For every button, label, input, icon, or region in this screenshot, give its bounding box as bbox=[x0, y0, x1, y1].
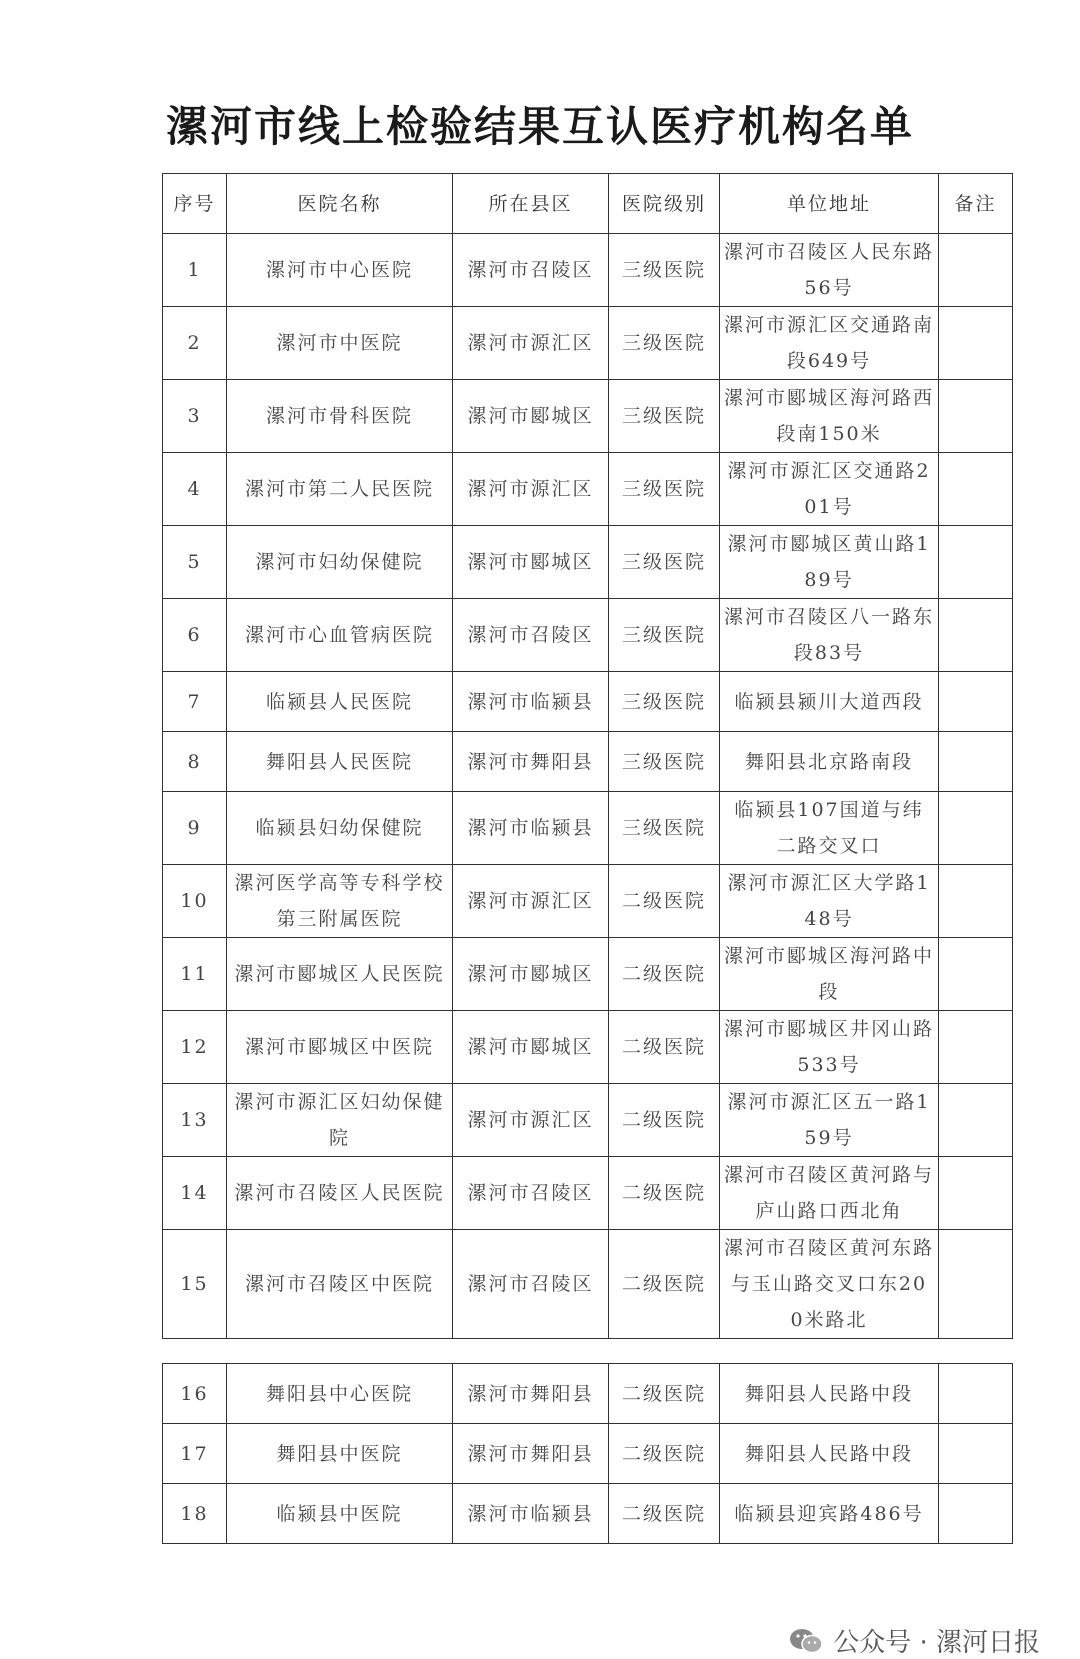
cell-district: 漯河市舞阳县 bbox=[453, 1364, 609, 1424]
cell-address: 漯河市郾城区黄山路189号 bbox=[720, 526, 939, 599]
cell-no: 10 bbox=[163, 865, 227, 938]
cell-note bbox=[939, 1484, 1013, 1544]
footer-text: 公众号 · 漯河日报 bbox=[833, 1628, 1040, 1658]
institution-table bbox=[162, 173, 1013, 1339]
cell-no: 6 bbox=[163, 599, 227, 672]
table-row bbox=[163, 380, 1013, 453]
cell-name: 漯河市中医院 bbox=[227, 307, 453, 380]
cell-level: 三级医院 bbox=[609, 380, 720, 453]
cell-note bbox=[939, 865, 1013, 938]
cell-district: 漯河市召陵区 bbox=[453, 234, 609, 307]
cell-note bbox=[939, 1424, 1013, 1484]
table-row bbox=[163, 1084, 1013, 1157]
table-row bbox=[163, 865, 1013, 938]
cell-address: 漯河市郾城区海河路西段南150米 bbox=[720, 380, 939, 453]
cell-level: 三级医院 bbox=[609, 792, 720, 865]
cell-address: 临颍县107国道与纬二路交叉口 bbox=[720, 792, 939, 865]
cell-district: 漯河市舞阳县 bbox=[453, 732, 609, 792]
cell-no: 2 bbox=[163, 307, 227, 380]
cell-district: 漯河市召陵区 bbox=[453, 1230, 609, 1339]
table-row bbox=[163, 1230, 1013, 1339]
cell-district: 漯河市临颍县 bbox=[453, 792, 609, 865]
cell-district: 漯河市召陵区 bbox=[453, 1157, 609, 1230]
cell-address: 漯河市源汇区交通路201号 bbox=[720, 453, 939, 526]
cell-note bbox=[939, 599, 1013, 672]
cell-name: 漯河医学高等专科学校第三附属医院 bbox=[227, 865, 453, 938]
table-row bbox=[163, 1364, 1013, 1424]
table-row bbox=[163, 453, 1013, 526]
cell-name: 漯河市骨科医院 bbox=[227, 380, 453, 453]
cell-no: 13 bbox=[163, 1084, 227, 1157]
cell-level: 二级医院 bbox=[609, 1011, 720, 1084]
header-note: 备注 bbox=[939, 174, 1013, 234]
cell-no: 9 bbox=[163, 792, 227, 865]
table-row bbox=[163, 1157, 1013, 1230]
cell-district: 漯河市郾城区 bbox=[453, 380, 609, 453]
cell-name: 漯河市源汇区妇幼保健院 bbox=[227, 1084, 453, 1157]
cell-district: 漯河市源汇区 bbox=[453, 307, 609, 380]
cell-name: 漯河市召陵区中医院 bbox=[227, 1230, 453, 1339]
cell-level: 二级医院 bbox=[609, 865, 720, 938]
cell-note bbox=[939, 732, 1013, 792]
cell-no: 18 bbox=[163, 1484, 227, 1544]
institution-table-continued bbox=[162, 1363, 1013, 1544]
cell-name: 漯河市心血管病医院 bbox=[227, 599, 453, 672]
table-row bbox=[163, 1424, 1013, 1484]
cell-address: 舞阳县人民路中段 bbox=[720, 1364, 939, 1424]
cell-note bbox=[939, 792, 1013, 865]
cell-no: 1 bbox=[163, 234, 227, 307]
cell-name: 临颍县妇幼保健院 bbox=[227, 792, 453, 865]
cell-district: 漯河市源汇区 bbox=[453, 1084, 609, 1157]
cell-name: 漯河市中心医院 bbox=[227, 234, 453, 307]
cell-district: 漯河市召陵区 bbox=[453, 599, 609, 672]
cell-address: 漯河市源汇区五一路159号 bbox=[720, 1084, 939, 1157]
table-row bbox=[163, 234, 1013, 307]
table-row bbox=[163, 1011, 1013, 1084]
cell-address: 漯河市召陵区黄河路与庐山路口西北角 bbox=[720, 1157, 939, 1230]
wechat-icon bbox=[789, 1627, 823, 1655]
cell-address: 漯河市郾城区海河路中段 bbox=[720, 938, 939, 1011]
footer-watermark bbox=[789, 1622, 1040, 1659]
cell-level: 三级医院 bbox=[609, 732, 720, 792]
cell-note bbox=[939, 526, 1013, 599]
header-district: 所在县区 bbox=[453, 174, 609, 234]
cell-district: 漯河市舞阳县 bbox=[453, 1424, 609, 1484]
cell-no: 15 bbox=[163, 1230, 227, 1339]
cell-no: 11 bbox=[163, 938, 227, 1011]
table-row bbox=[163, 792, 1013, 865]
cell-name: 漯河市郾城区人民医院 bbox=[227, 938, 453, 1011]
table-row bbox=[163, 938, 1013, 1011]
cell-note bbox=[939, 453, 1013, 526]
cell-level: 二级医院 bbox=[609, 1424, 720, 1484]
cell-no: 4 bbox=[163, 453, 227, 526]
cell-no: 7 bbox=[163, 672, 227, 732]
cell-address: 漯河市召陵区黄河东路与玉山路交叉口东200米路北 bbox=[720, 1230, 939, 1339]
cell-address: 舞阳县人民路中段 bbox=[720, 1424, 939, 1484]
cell-note bbox=[939, 938, 1013, 1011]
table-row bbox=[163, 732, 1013, 792]
cell-note bbox=[939, 380, 1013, 453]
cell-name: 临颍县人民医院 bbox=[227, 672, 453, 732]
cell-no: 5 bbox=[163, 526, 227, 599]
header-level: 医院级别 bbox=[609, 174, 720, 234]
cell-no: 17 bbox=[163, 1424, 227, 1484]
cell-no: 16 bbox=[163, 1364, 227, 1424]
cell-note bbox=[939, 1011, 1013, 1084]
header-address: 单位地址 bbox=[720, 174, 939, 234]
cell-note bbox=[939, 1084, 1013, 1157]
table-row bbox=[163, 672, 1013, 732]
cell-district: 漯河市源汇区 bbox=[453, 453, 609, 526]
cell-district: 漯河市郾城区 bbox=[453, 938, 609, 1011]
cell-name: 舞阳县中医院 bbox=[227, 1424, 453, 1484]
header-name: 医院名称 bbox=[227, 174, 453, 234]
cell-level: 二级医院 bbox=[609, 938, 720, 1011]
cell-address: 漯河市郾城区井冈山路533号 bbox=[720, 1011, 939, 1084]
cell-name: 舞阳县中心医院 bbox=[227, 1364, 453, 1424]
cell-level: 三级医院 bbox=[609, 234, 720, 307]
cell-address: 临颍县颍川大道西段 bbox=[720, 672, 939, 732]
cell-district: 漯河市临颍县 bbox=[453, 1484, 609, 1544]
cell-level: 三级医院 bbox=[609, 453, 720, 526]
cell-level: 三级医院 bbox=[609, 599, 720, 672]
table-row bbox=[163, 307, 1013, 380]
cell-no: 8 bbox=[163, 732, 227, 792]
cell-no: 3 bbox=[163, 380, 227, 453]
cell-name: 临颍县中医院 bbox=[227, 1484, 453, 1544]
cell-name: 漯河市第二人民医院 bbox=[227, 453, 453, 526]
cell-district: 漯河市郾城区 bbox=[453, 1011, 609, 1084]
cell-level: 二级医院 bbox=[609, 1230, 720, 1339]
cell-level: 三级医院 bbox=[609, 526, 720, 599]
cell-note bbox=[939, 1230, 1013, 1339]
cell-note bbox=[939, 307, 1013, 380]
table-header-row bbox=[163, 174, 1013, 234]
cell-no: 14 bbox=[163, 1157, 227, 1230]
cell-note bbox=[939, 672, 1013, 732]
table-row bbox=[163, 1484, 1013, 1544]
cell-level: 三级医院 bbox=[609, 307, 720, 380]
header-no: 序号 bbox=[163, 174, 227, 234]
cell-note bbox=[939, 1364, 1013, 1424]
cell-note bbox=[939, 234, 1013, 307]
cell-address: 临颍县迎宾路486号 bbox=[720, 1484, 939, 1544]
table-row bbox=[163, 599, 1013, 672]
cell-name: 漯河市妇幼保健院 bbox=[227, 526, 453, 599]
page-title: 漯河市线上检验结果互认医疗机构名单 bbox=[165, 102, 914, 151]
cell-address: 漯河市源汇区大学路148号 bbox=[720, 865, 939, 938]
cell-level: 三级医院 bbox=[609, 672, 720, 732]
cell-name: 漯河市召陵区人民医院 bbox=[227, 1157, 453, 1230]
cell-note bbox=[939, 1157, 1013, 1230]
table-row bbox=[163, 526, 1013, 599]
cell-level: 二级医院 bbox=[609, 1157, 720, 1230]
cell-address: 漯河市源汇区交通路南段649号 bbox=[720, 307, 939, 380]
cell-level: 二级医院 bbox=[609, 1364, 720, 1424]
cell-name: 舞阳县人民医院 bbox=[227, 732, 453, 792]
cell-no: 12 bbox=[163, 1011, 227, 1084]
cell-district: 漯河市临颍县 bbox=[453, 672, 609, 732]
cell-address: 舞阳县北京路南段 bbox=[720, 732, 939, 792]
cell-address: 漯河市召陵区八一路东段83号 bbox=[720, 599, 939, 672]
cell-district: 漯河市源汇区 bbox=[453, 865, 609, 938]
cell-address: 漯河市召陵区人民东路56号 bbox=[720, 234, 939, 307]
cell-level: 二级医院 bbox=[609, 1484, 720, 1544]
cell-level: 二级医院 bbox=[609, 1084, 720, 1157]
cell-name: 漯河市郾城区中医院 bbox=[227, 1011, 453, 1084]
cell-district: 漯河市郾城区 bbox=[453, 526, 609, 599]
